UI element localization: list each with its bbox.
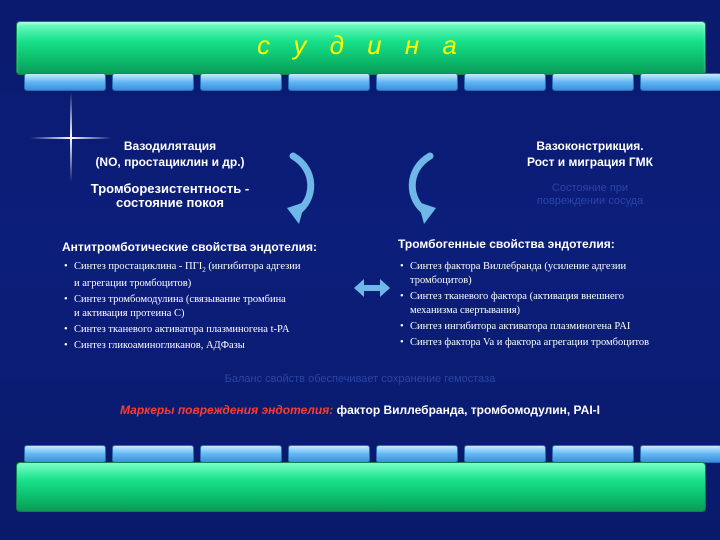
damage-state-line1: Состояние при	[551, 182, 629, 194]
endothelial-cell	[200, 73, 282, 91]
endothelial-cell	[112, 445, 194, 463]
vasoconstriction-subtitle: Рост и миграция ГМК	[527, 155, 653, 169]
item-text: Синтез простациклина - ПГI	[74, 261, 203, 272]
list-item	[398, 336, 703, 350]
markers-label: Маркеры повреждения эндотелия:	[120, 403, 334, 417]
curved-arrow-left-icon	[285, 150, 325, 230]
item-text: механизма свертывания)	[410, 305, 521, 316]
endothelial-cell	[376, 73, 458, 91]
list-item	[62, 339, 362, 353]
item-text: и агрегации тромбоцитов)	[74, 278, 192, 290]
list-item	[62, 260, 362, 291]
endothelial-cell	[552, 73, 634, 91]
left-heading	[60, 138, 280, 170]
item-text: Синтез ингибитора активатора плазминогена PAI	[410, 321, 631, 332]
endothelial-cell	[640, 73, 720, 91]
endothelial-cell	[640, 445, 720, 463]
markers-values: фактор Виллебранда, тромбомодулин, PAI-I	[336, 403, 600, 417]
endothelial-cell	[288, 445, 370, 463]
damage-state-line2: повреждении сосуда	[536, 195, 644, 207]
list-item	[398, 290, 703, 318]
vasodilation-title: Вазодилятация	[123, 139, 217, 153]
endothelial-cell	[24, 73, 106, 91]
vasodilation-subtitle: (NO, простациклин и др.)	[95, 155, 245, 169]
bottom-cell-row	[24, 445, 720, 463]
bottom-green-bar	[16, 462, 706, 512]
right-heading	[480, 138, 700, 170]
endothelial-cell	[552, 445, 634, 463]
endothelial-cell	[464, 73, 546, 91]
vessel-title: с у д и н а	[257, 30, 465, 60]
endothelial-cell	[200, 445, 282, 463]
markers-line	[0, 403, 720, 417]
balance-ghost-text: Баланс свойств обеспечивает сохранение гемостаза	[224, 373, 496, 385]
antithrombotic-list	[62, 260, 362, 353]
list-item	[398, 320, 703, 334]
vasoconstriction-title: Вазоконстрикция.	[536, 139, 644, 153]
top-green-bar	[16, 21, 706, 75]
top-cell-row	[24, 73, 720, 91]
double-arrow-icon	[354, 278, 390, 298]
endothelial-cell	[376, 445, 458, 463]
item-text: Синтез тканевого активатора плазминогена t-PA	[74, 324, 290, 336]
item-text: тромбоцитов)	[410, 275, 472, 286]
item-subscript: 2	[202, 266, 206, 275]
list-item	[62, 323, 362, 337]
item-text: (ингибитора адгезии	[205, 261, 301, 272]
thrombogenic-list	[398, 260, 703, 350]
left-state	[60, 182, 280, 210]
endothelial-cell	[464, 445, 546, 463]
endothelial-cell	[24, 445, 106, 463]
item-text: Синтез тканевого фактора (активация внешнего	[410, 291, 624, 302]
antithrombotic-title: Антитромботические свойства эндотелия:	[62, 240, 317, 254]
endothelial-cell	[112, 73, 194, 91]
right-ghost-state	[480, 182, 700, 208]
endothelial-cell	[288, 73, 370, 91]
item-text: Синтез фактора Виллебранда (усиление адгезии	[410, 261, 627, 272]
item-text: Синтез тромбомодулина (связывание тромбина	[74, 294, 286, 306]
item-text: и активация протеина С)	[74, 308, 185, 320]
thromboresistance-line1: Тромборезистентность -	[90, 181, 250, 196]
thrombogenic-title: Тромбогенные свойства эндотелия:	[398, 237, 615, 251]
list-item	[62, 293, 362, 321]
thromboresistance-line2: состояние покоя	[116, 195, 224, 210]
item-text: Синтез гликоаминогликанов, АДФазы	[74, 340, 245, 352]
list-item	[398, 260, 703, 288]
item-text: Синтез фактора Va и фактора агрегации тромбоцитов	[410, 337, 650, 348]
curved-arrow-right-icon	[398, 150, 438, 230]
